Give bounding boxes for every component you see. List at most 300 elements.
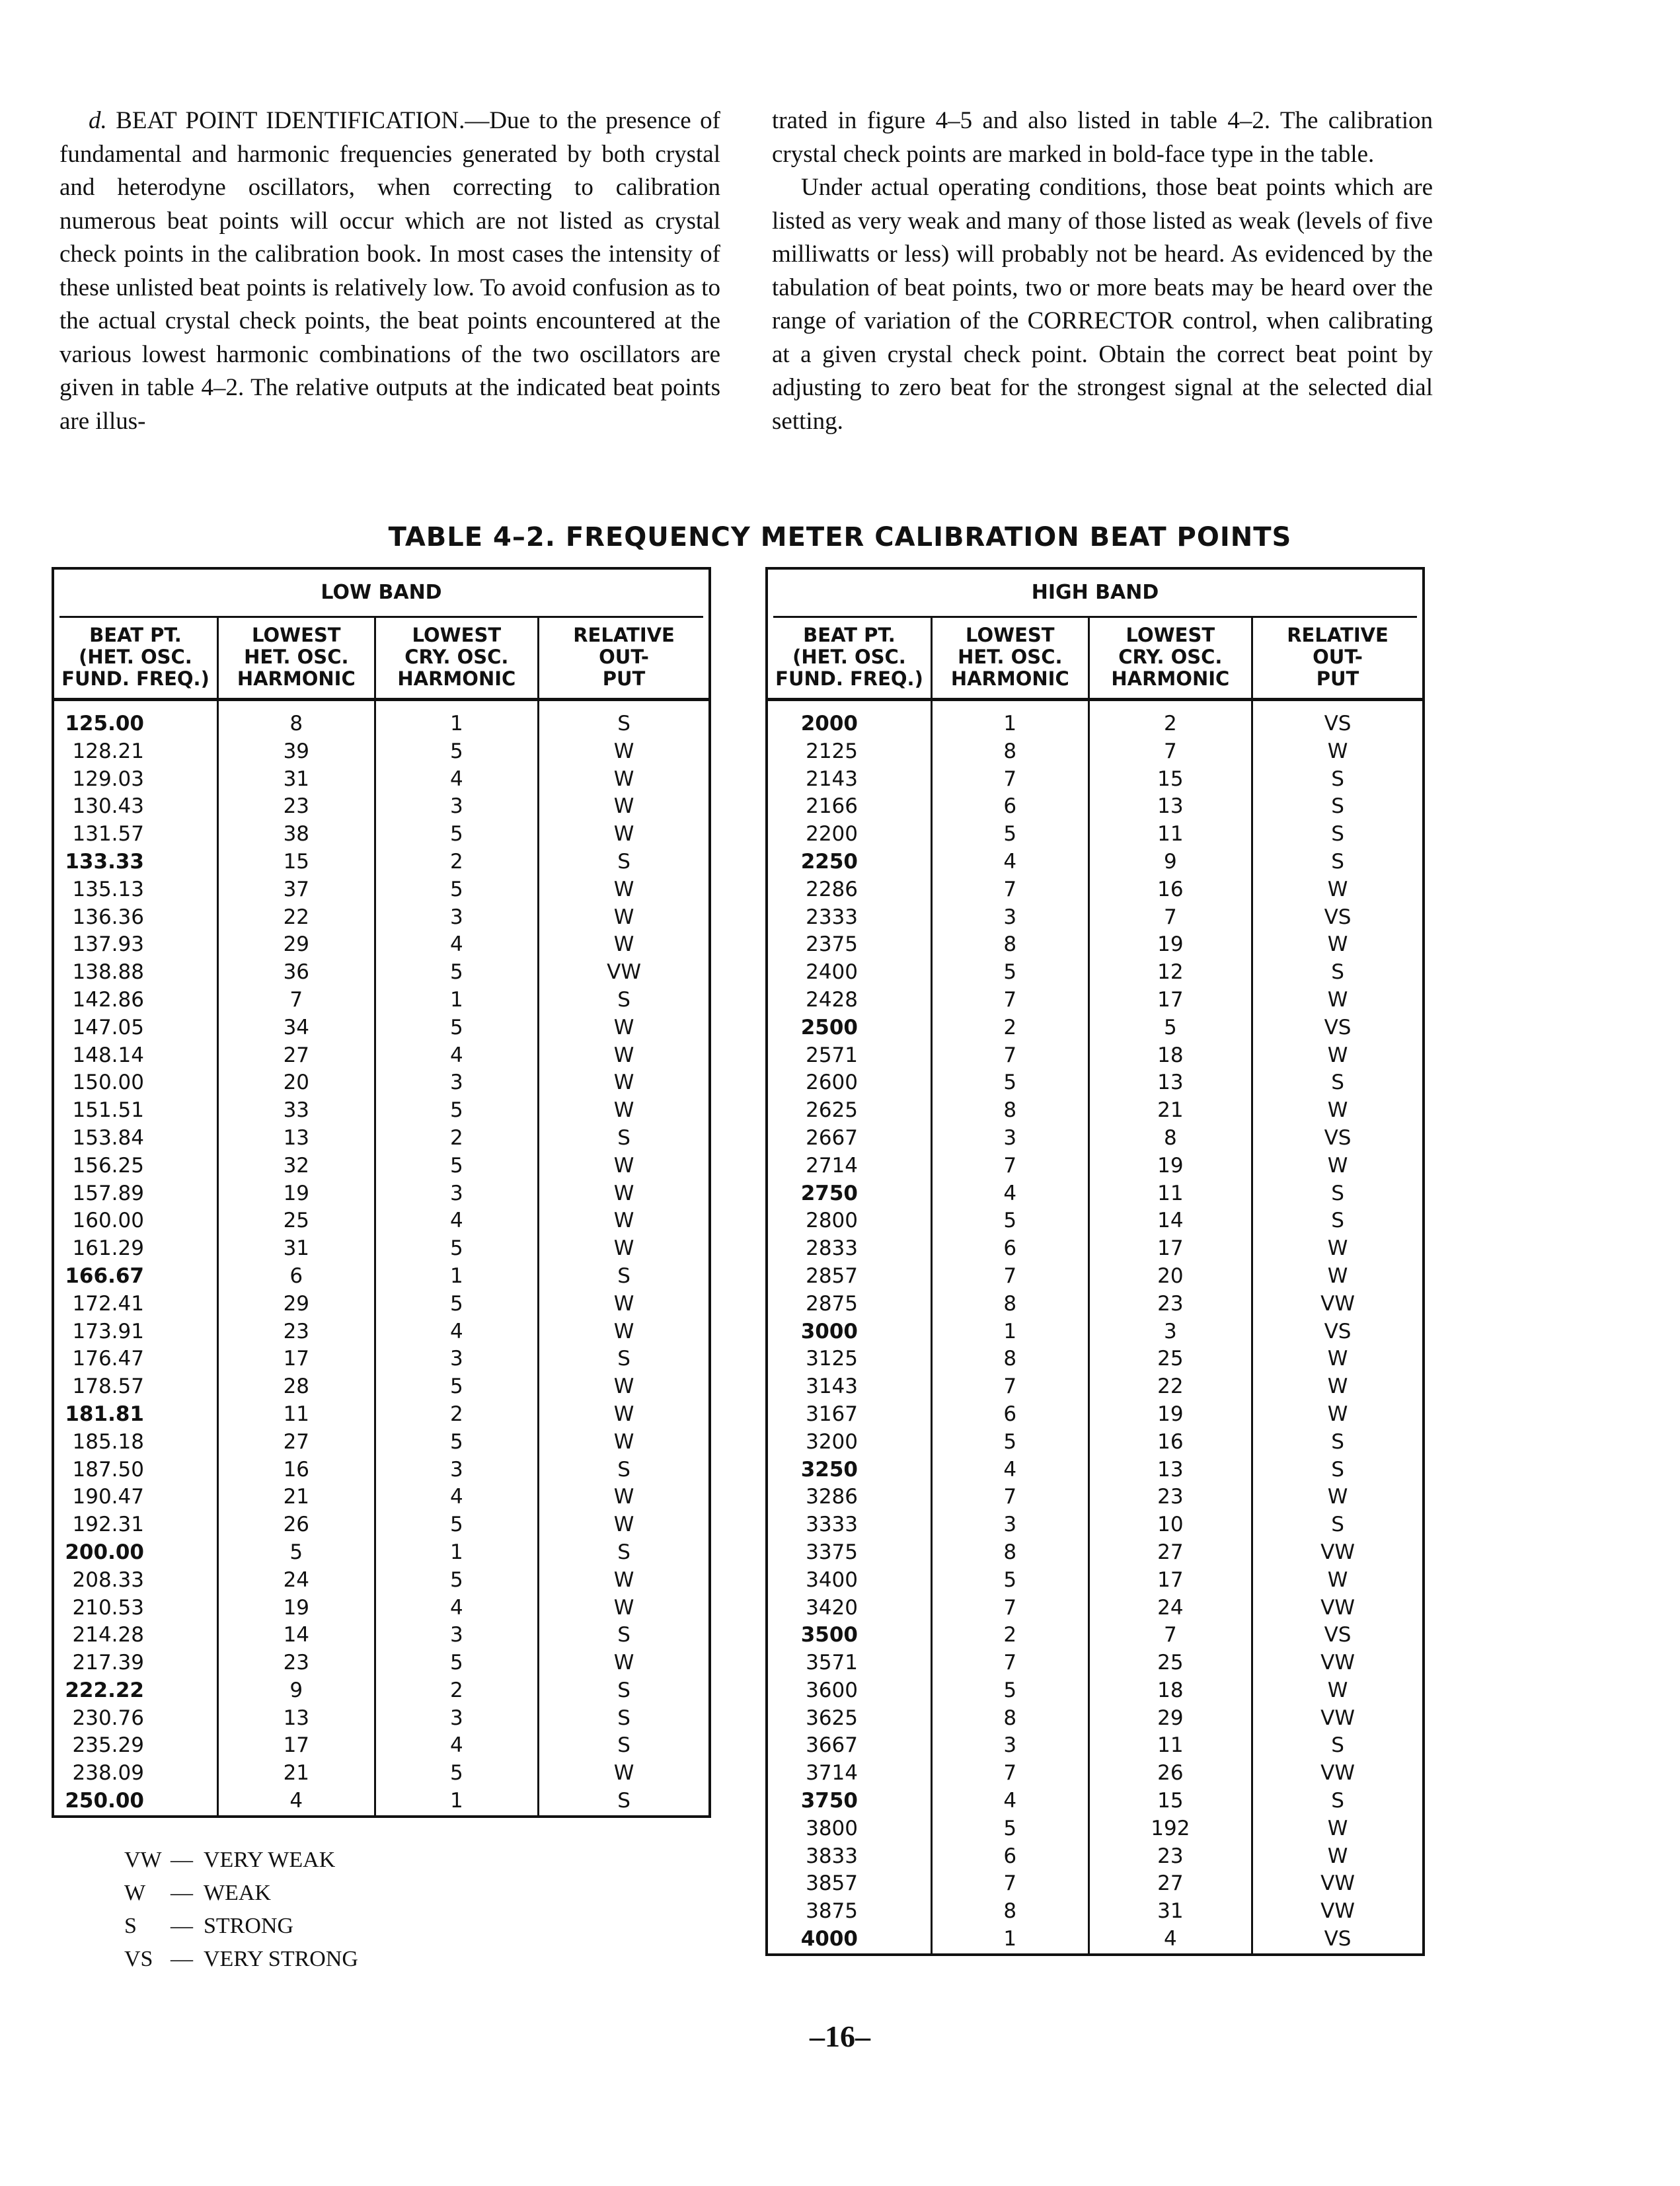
relative-output-cell: W	[613, 1236, 634, 1261]
beat-point-cell: 3420	[768, 1595, 932, 1622]
cry-harmonic-cell: 4	[375, 1318, 539, 1346]
cry-harmonic-cell: 12	[1088, 959, 1252, 987]
cry-harmonic-cell: 18	[1088, 1677, 1252, 1705]
legend-code: VW	[124, 1848, 162, 1872]
relative-output-cell: W	[1327, 1375, 1348, 1399]
beat-point-cell: 172.41	[54, 1291, 218, 1318]
het-harmonic-cell: 22	[218, 904, 375, 932]
beat-point-cell: 125.00	[54, 700, 218, 738]
relative-output-cell: W	[613, 1375, 634, 1399]
relative-output-cell: W	[1327, 1263, 1348, 1288]
cry-harmonic-cell: 18	[1088, 1042, 1252, 1070]
relative-output-cell: W	[613, 1595, 634, 1620]
beat-point-cell: 217.39	[54, 1649, 218, 1677]
cry-harmonic-cell: 23	[1088, 1291, 1252, 1318]
beat-point-cell: 128.21	[54, 738, 218, 766]
cry-harmonic-cell: 3	[375, 1705, 539, 1733]
het-harmonic-cell: 29	[218, 931, 375, 959]
paragraph-heading: BEAT POINT IDENTIFICATION.	[116, 107, 465, 134]
cry-harmonic-cell: 5	[375, 876, 539, 904]
relative-output-cell: S	[1331, 1209, 1344, 1233]
relative-output-cell: VW	[1320, 1761, 1355, 1786]
table-row	[54, 1705, 708, 1733]
beat-point-cell: 3857	[768, 1870, 932, 1898]
paragraph-body: —Due to the presence of fundamental and harmonic frequencies generated by both crystal and heterodyne oscillators, when correcting to calibration numerous beat points will occur which are not listed as crystal check points in the calibration book. In most cases the intensity of these unlisted beat points is relatively low. To avoid confusion as to the actual crystal check points, the beat points encountered at the various lowest harmonic combinations of the two oscillators are given in table 4–2. The relative outputs at the indicated beat points are illus-	[59, 107, 721, 435]
het-harmonic-cell: 29	[218, 1291, 375, 1318]
het-harmonic-cell: 1	[932, 700, 1089, 738]
beat-point-cell: 2833	[768, 1235, 932, 1263]
relative-output-cell: W	[613, 1513, 634, 1537]
cry-harmonic-cell: 22	[1088, 1373, 1252, 1401]
beat-point-header: BEAT PT. (HET. OSC. FUND. FREQ.)	[768, 618, 932, 700]
beat-point-cell: 157.89	[54, 1180, 218, 1208]
table-row	[768, 1152, 1422, 1180]
table-row	[768, 793, 1422, 821]
relative-output-cell: VS	[1324, 1125, 1352, 1150]
het-harmonic-cell: 31	[218, 766, 375, 794]
het-harmonic-cell: 5	[932, 1567, 1089, 1595]
table-row	[54, 1456, 708, 1484]
legend-dash: —	[171, 1881, 193, 1905]
relative-output-cell: VW	[1320, 1899, 1355, 1924]
beat-point-cell: 2125	[768, 738, 932, 766]
beat-point-cell: 3400	[768, 1567, 932, 1595]
relative-output-cell: W	[1327, 1844, 1348, 1868]
het-harmonic-cell: 5	[932, 1429, 1089, 1456]
table-row	[54, 1263, 708, 1291]
het-harmonic-cell: 8	[932, 1345, 1089, 1373]
cry-harmonic-cell: 9	[1088, 848, 1252, 876]
cry-harmonic-cell: 5	[375, 1291, 539, 1318]
beat-point-cell: 208.33	[54, 1567, 218, 1595]
het-harmonic-cell: 3	[932, 1125, 1089, 1152]
het-harmonic-cell: 28	[218, 1373, 375, 1401]
relative-output-cell: S	[1331, 1457, 1344, 1482]
het-harmonic-cell: 7	[218, 987, 375, 1014]
cry-harmonic-cell: 192	[1088, 1815, 1252, 1843]
cry-harmonic-cell: 4	[375, 1042, 539, 1070]
high-band-title: HIGH BAND	[773, 570, 1417, 618]
relative-output-cell: S	[1331, 822, 1344, 847]
table-row	[54, 1014, 708, 1042]
relative-output-cell: S	[617, 849, 630, 874]
cry-harmonic-cell: 5	[375, 1567, 539, 1595]
het-harmonic-cell: 6	[932, 1235, 1089, 1263]
table-row	[54, 1291, 708, 1318]
table-row	[768, 1732, 1422, 1760]
table-row	[54, 1677, 708, 1705]
cry-harmonic-cell: 5	[375, 1649, 539, 1677]
relative-output-cell: S	[1331, 794, 1344, 819]
legend-code: VS	[124, 1947, 153, 1971]
beat-point-cell: 3571	[768, 1649, 932, 1677]
legend-meaning: VERY STRONG	[204, 1947, 358, 1971]
table-row	[768, 766, 1422, 794]
cry-harmonic-cell: 2	[375, 1125, 539, 1152]
het-harmonic-cell: 6	[932, 1401, 1089, 1429]
relative-output-cell: S	[617, 1347, 630, 1371]
relative-output-cell: VW	[1320, 1540, 1355, 1564]
cry-harmonic-cell: 7	[1088, 1622, 1252, 1649]
table-row	[768, 1291, 1422, 1318]
relative-output-cell: W	[613, 767, 634, 791]
beat-point-cell: 3600	[768, 1677, 932, 1705]
beat-point-cell: 3625	[768, 1705, 932, 1733]
lowest-het-osc-harmonic-header: LOWEST HET. OSC. HARMONIC	[218, 618, 375, 700]
beat-point-cell: 160.00	[54, 1207, 218, 1235]
relative-output-cell: W	[1327, 987, 1348, 1012]
beat-point-cell: 3500	[768, 1622, 932, 1649]
left-text-column	[59, 104, 720, 438]
beat-point-cell: 133.33	[54, 848, 218, 876]
beat-point-cell: 2333	[768, 904, 932, 932]
cry-harmonic-cell: 10	[1088, 1511, 1252, 1539]
relative-output-cell: S	[1331, 1733, 1344, 1758]
page-number: –16–	[810, 2019, 870, 2053]
relative-output-cell: W	[613, 1071, 634, 1095]
relative-output-cell: S	[1331, 1513, 1344, 1537]
relative-output-cell: VW	[1320, 1291, 1355, 1316]
cry-harmonic-cell: 19	[1088, 1152, 1252, 1180]
het-harmonic-cell: 7	[932, 1484, 1089, 1511]
het-harmonic-cell: 5	[932, 1677, 1089, 1705]
beat-point-cell: 3714	[768, 1760, 932, 1788]
beat-point-cell: 2500	[768, 1014, 932, 1042]
column-headers	[54, 618, 708, 700]
het-harmonic-cell: 5	[932, 1815, 1089, 1843]
cry-harmonic-cell: 4	[375, 766, 539, 794]
cry-harmonic-cell: 7	[1088, 904, 1252, 932]
het-harmonic-cell: 8	[932, 1705, 1089, 1733]
beat-point-cell: 200.00	[54, 1539, 218, 1567]
het-harmonic-cell: 6	[932, 793, 1089, 821]
cry-harmonic-cell: 17	[1088, 1567, 1252, 1595]
output-legend	[124, 1844, 358, 1976]
het-harmonic-cell: 2	[932, 1014, 1089, 1042]
table-row	[768, 1677, 1422, 1705]
het-harmonic-cell: 23	[218, 793, 375, 821]
cry-harmonic-cell: 19	[1088, 931, 1252, 959]
cry-harmonic-cell: 3	[375, 1069, 539, 1097]
cry-harmonic-cell: 3	[1088, 1318, 1252, 1346]
legend-meaning: WEAK	[204, 1881, 271, 1905]
cry-harmonic-cell: 3	[375, 1180, 539, 1208]
beat-point-cell: 192.31	[54, 1511, 218, 1539]
relative-output-cell: W	[613, 1181, 634, 1205]
table-title: TABLE 4–2. FREQUENCY METER CALIBRATION BEAT POINTS	[388, 522, 1292, 552]
table-row	[768, 1870, 1422, 1898]
het-harmonic-cell: 3	[932, 1732, 1089, 1760]
het-harmonic-cell: 4	[218, 1788, 375, 1815]
cry-harmonic-cell: 5	[375, 1014, 539, 1042]
table-row	[768, 1649, 1422, 1677]
table-row	[768, 1456, 1422, 1484]
beat-point-cell: 2375	[768, 931, 932, 959]
relative-output-cell: VS	[1324, 905, 1352, 929]
table-row	[54, 931, 708, 959]
table-row	[54, 1539, 708, 1567]
beat-point-cell: 176.47	[54, 1345, 218, 1373]
beat-point-cell: 161.29	[54, 1235, 218, 1263]
cry-harmonic-cell: 11	[1088, 1732, 1252, 1760]
table-row	[768, 931, 1422, 959]
beat-point-header: BEAT PT. (HET. OSC. FUND. FREQ.)	[54, 618, 218, 700]
relative-output-cell: W	[1327, 1236, 1348, 1261]
relative-output-cell: VS	[1324, 712, 1352, 735]
relative-output-cell: W	[1327, 1678, 1348, 1702]
cry-harmonic-cell: 5	[1088, 1014, 1252, 1042]
relative-output-cell: S	[617, 1678, 630, 1702]
relative-output-cell: S	[1331, 1181, 1344, 1205]
column-headers	[768, 618, 1422, 700]
beat-point-cell: 187.50	[54, 1456, 218, 1484]
beat-point-cell: 156.25	[54, 1152, 218, 1180]
table-row	[54, 1760, 708, 1788]
table-row	[768, 1180, 1422, 1208]
het-harmonic-cell: 14	[218, 1622, 375, 1649]
relative-output-cell: S	[617, 1263, 630, 1288]
relative-output-cell: W	[613, 905, 634, 929]
cry-harmonic-cell: 5	[375, 1097, 539, 1125]
het-harmonic-cell: 8	[932, 931, 1089, 959]
relative-output-cell: VS	[1324, 1015, 1352, 1039]
beat-point-cell: 185.18	[54, 1429, 218, 1456]
cry-harmonic-cell: 4	[375, 1595, 539, 1622]
table-row	[54, 1373, 708, 1401]
table-row	[54, 1732, 708, 1760]
cry-harmonic-cell: 3	[375, 1456, 539, 1484]
het-harmonic-cell: 13	[218, 1705, 375, 1733]
table-row	[54, 1622, 708, 1649]
relative-output-header: RELATIVE OUT- PUT	[1252, 618, 1422, 700]
beat-point-cell: 2571	[768, 1042, 932, 1070]
table-row	[768, 1622, 1422, 1649]
het-harmonic-cell: 16	[218, 1456, 375, 1484]
beat-point-cell: 3167	[768, 1401, 932, 1429]
relative-output-cell: S	[617, 712, 630, 735]
relative-output-cell: W	[1327, 1567, 1348, 1592]
table-row	[54, 1511, 708, 1539]
cry-harmonic-cell: 3	[375, 904, 539, 932]
het-harmonic-cell: 19	[218, 1180, 375, 1208]
het-harmonic-cell: 19	[218, 1595, 375, 1622]
table-row	[54, 848, 708, 876]
cry-harmonic-cell: 4	[375, 931, 539, 959]
cry-harmonic-cell: 27	[1088, 1870, 1252, 1898]
beat-point-cell: 2400	[768, 959, 932, 987]
relative-output-cell: VW	[1320, 1706, 1355, 1730]
table-row	[768, 1595, 1422, 1622]
cry-harmonic-cell: 4	[375, 1484, 539, 1511]
table-row	[768, 1069, 1422, 1097]
het-harmonic-cell: 3	[932, 904, 1089, 932]
beat-point-cell: 3750	[768, 1788, 932, 1815]
beat-point-cell: 2166	[768, 793, 932, 821]
het-harmonic-cell: 21	[218, 1760, 375, 1788]
het-harmonic-cell: 8	[932, 1291, 1089, 1318]
table-row	[768, 1373, 1422, 1401]
table-row	[768, 1788, 1422, 1815]
het-harmonic-cell: 1	[932, 1926, 1089, 1953]
cry-harmonic-cell: 4	[375, 1207, 539, 1235]
relative-output-cell: W	[1327, 877, 1348, 901]
table-row	[54, 1484, 708, 1511]
legend-item	[124, 1844, 358, 1877]
beat-point-cell: 131.57	[54, 821, 218, 848]
relative-output-cell: VW	[1320, 1595, 1355, 1620]
relative-output-cell: S	[1331, 1071, 1344, 1095]
beat-point-cell: 2800	[768, 1207, 932, 1235]
table-row	[54, 904, 708, 932]
table-row	[54, 876, 708, 904]
beat-point-cell: 129.03	[54, 766, 218, 794]
beat-point-cell: 190.47	[54, 1484, 218, 1511]
table-row	[768, 1815, 1422, 1843]
relative-output-cell: W	[1327, 1402, 1348, 1426]
het-harmonic-cell: 37	[218, 876, 375, 904]
beat-point-cell: 181.81	[54, 1401, 218, 1429]
beat-point-cell: 178.57	[54, 1373, 218, 1401]
relative-output-cell: S	[1331, 1789, 1344, 1813]
operating-conditions-paragraph: Under actual operating conditions, those beat points which are listed as very weak and many of those listed as weak (levels of five milliwatts or less) will probably not be heard. As evidenced by the tabulation of beat points, two or more beats may be heard over the range of variation of the CORRECTOR control, when calibrating at a given crystal check point. Obtain the correct beat point by adjusting to zero beat for the strongest signal at the selected dial setting.	[772, 174, 1433, 435]
het-harmonic-cell: 7	[932, 876, 1089, 904]
relative-output-cell: W	[613, 932, 634, 957]
relative-output-cell: VS	[1324, 1319, 1352, 1343]
table-row	[768, 1705, 1422, 1733]
cry-harmonic-cell: 3	[375, 793, 539, 821]
relative-output-cell: W	[1327, 932, 1348, 957]
cry-harmonic-cell: 5	[375, 1373, 539, 1401]
relative-output-cell: VW	[1320, 1871, 1355, 1896]
table-row	[768, 1429, 1422, 1456]
beat-point-cell: 210.53	[54, 1595, 218, 1622]
table-row	[54, 1235, 708, 1263]
het-harmonic-cell: 24	[218, 1567, 375, 1595]
legend-meaning: STRONG	[204, 1914, 294, 1938]
cry-harmonic-cell: 1	[375, 1263, 539, 1291]
relative-output-cell: W	[613, 1651, 634, 1675]
beat-point-cell: 147.05	[54, 1014, 218, 1042]
relative-output-cell: S	[617, 987, 630, 1012]
table-row	[768, 987, 1422, 1014]
het-harmonic-cell: 8	[218, 700, 375, 738]
table-row	[54, 1180, 708, 1208]
beat-point-cell: 138.88	[54, 959, 218, 987]
legend-dash: —	[171, 1914, 193, 1938]
het-harmonic-cell: 7	[932, 1595, 1089, 1622]
relative-output-cell: W	[613, 822, 634, 847]
cry-harmonic-cell: 17	[1088, 1235, 1252, 1263]
cry-harmonic-cell: 8	[1088, 1125, 1252, 1152]
table-row	[768, 1042, 1422, 1070]
het-harmonic-cell: 27	[218, 1042, 375, 1070]
relative-output-cell: W	[1327, 1485, 1348, 1509]
right-text-column	[772, 104, 1433, 438]
het-harmonic-cell: 17	[218, 1345, 375, 1373]
beat-point-cell: 137.93	[54, 931, 218, 959]
beat-point-cell: 153.84	[54, 1125, 218, 1152]
het-harmonic-cell: 23	[218, 1318, 375, 1346]
beat-point-cell: 3333	[768, 1511, 932, 1539]
beat-point-cell: 130.43	[54, 793, 218, 821]
relative-output-cell: S	[617, 1623, 630, 1647]
low-band-title: LOW BAND	[59, 570, 703, 618]
het-harmonic-cell: 34	[218, 1014, 375, 1042]
legend-item	[124, 1877, 358, 1910]
table-row	[54, 821, 708, 848]
relative-output-cell: W	[1327, 1153, 1348, 1178]
het-harmonic-cell: 27	[218, 1429, 375, 1456]
beat-point-cell: 2857	[768, 1263, 932, 1291]
beat-point-cell: 222.22	[54, 1677, 218, 1705]
cry-harmonic-cell: 3	[375, 1622, 539, 1649]
legend-item	[124, 1943, 358, 1976]
beat-point-cell: 2750	[768, 1180, 932, 1208]
relative-output-cell: VS	[1324, 1927, 1352, 1951]
cry-harmonic-cell: 4	[1088, 1926, 1252, 1953]
beat-point-cell: 173.91	[54, 1318, 218, 1346]
het-harmonic-cell: 17	[218, 1732, 375, 1760]
het-harmonic-cell: 25	[218, 1207, 375, 1235]
high-band-rows	[768, 700, 1422, 1953]
relative-output-cell: S	[617, 1125, 630, 1150]
table-row	[54, 1345, 708, 1373]
table-row	[768, 1843, 1422, 1871]
table-row	[54, 987, 708, 1014]
table-row	[768, 904, 1422, 932]
het-harmonic-cell: 5	[932, 1207, 1089, 1235]
beat-point-cell: 3375	[768, 1539, 932, 1567]
relative-output-cell: W	[1327, 1347, 1348, 1371]
cry-harmonic-cell: 11	[1088, 821, 1252, 848]
cry-harmonic-cell: 2	[375, 1401, 539, 1429]
cry-harmonic-cell: 20	[1088, 1263, 1252, 1291]
relative-output-cell: W	[613, 794, 634, 819]
legend-code: S	[124, 1914, 137, 1938]
het-harmonic-cell: 7	[932, 987, 1089, 1014]
het-harmonic-cell: 3	[932, 1511, 1089, 1539]
relative-output-cell: S	[617, 1733, 630, 1758]
table-row	[54, 1429, 708, 1456]
cry-harmonic-cell: 21	[1088, 1097, 1252, 1125]
beat-point-cell: 230.76	[54, 1705, 218, 1733]
table-row	[768, 1511, 1422, 1539]
cry-harmonic-cell: 29	[1088, 1705, 1252, 1733]
table-row	[54, 1401, 708, 1429]
beat-point-cell: 2667	[768, 1125, 932, 1152]
beat-point-cell: 250.00	[54, 1788, 218, 1815]
table-row	[768, 1401, 1422, 1429]
cry-harmonic-cell: 1	[375, 700, 539, 738]
cry-harmonic-cell: 7	[1088, 738, 1252, 766]
relative-output-cell: VW	[607, 960, 641, 985]
relative-output-cell: W	[1327, 1098, 1348, 1123]
relative-output-cell: S	[617, 1706, 630, 1730]
table-row	[54, 1649, 708, 1677]
table-row	[54, 1567, 708, 1595]
relative-output-header: RELATIVE OUT- PUT	[539, 618, 708, 700]
cry-harmonic-cell: 2	[1088, 700, 1252, 738]
beat-point-cell: 3000	[768, 1318, 932, 1346]
relative-output-cell: W	[613, 1485, 634, 1509]
relative-output-cell: S	[1331, 960, 1344, 985]
cry-harmonic-cell: 16	[1088, 1429, 1252, 1456]
het-harmonic-cell: 26	[218, 1511, 375, 1539]
beat-point-cell: 136.36	[54, 904, 218, 932]
cry-harmonic-cell: 13	[1088, 1456, 1252, 1484]
het-harmonic-cell: 31	[218, 1235, 375, 1263]
het-harmonic-cell: 39	[218, 738, 375, 766]
